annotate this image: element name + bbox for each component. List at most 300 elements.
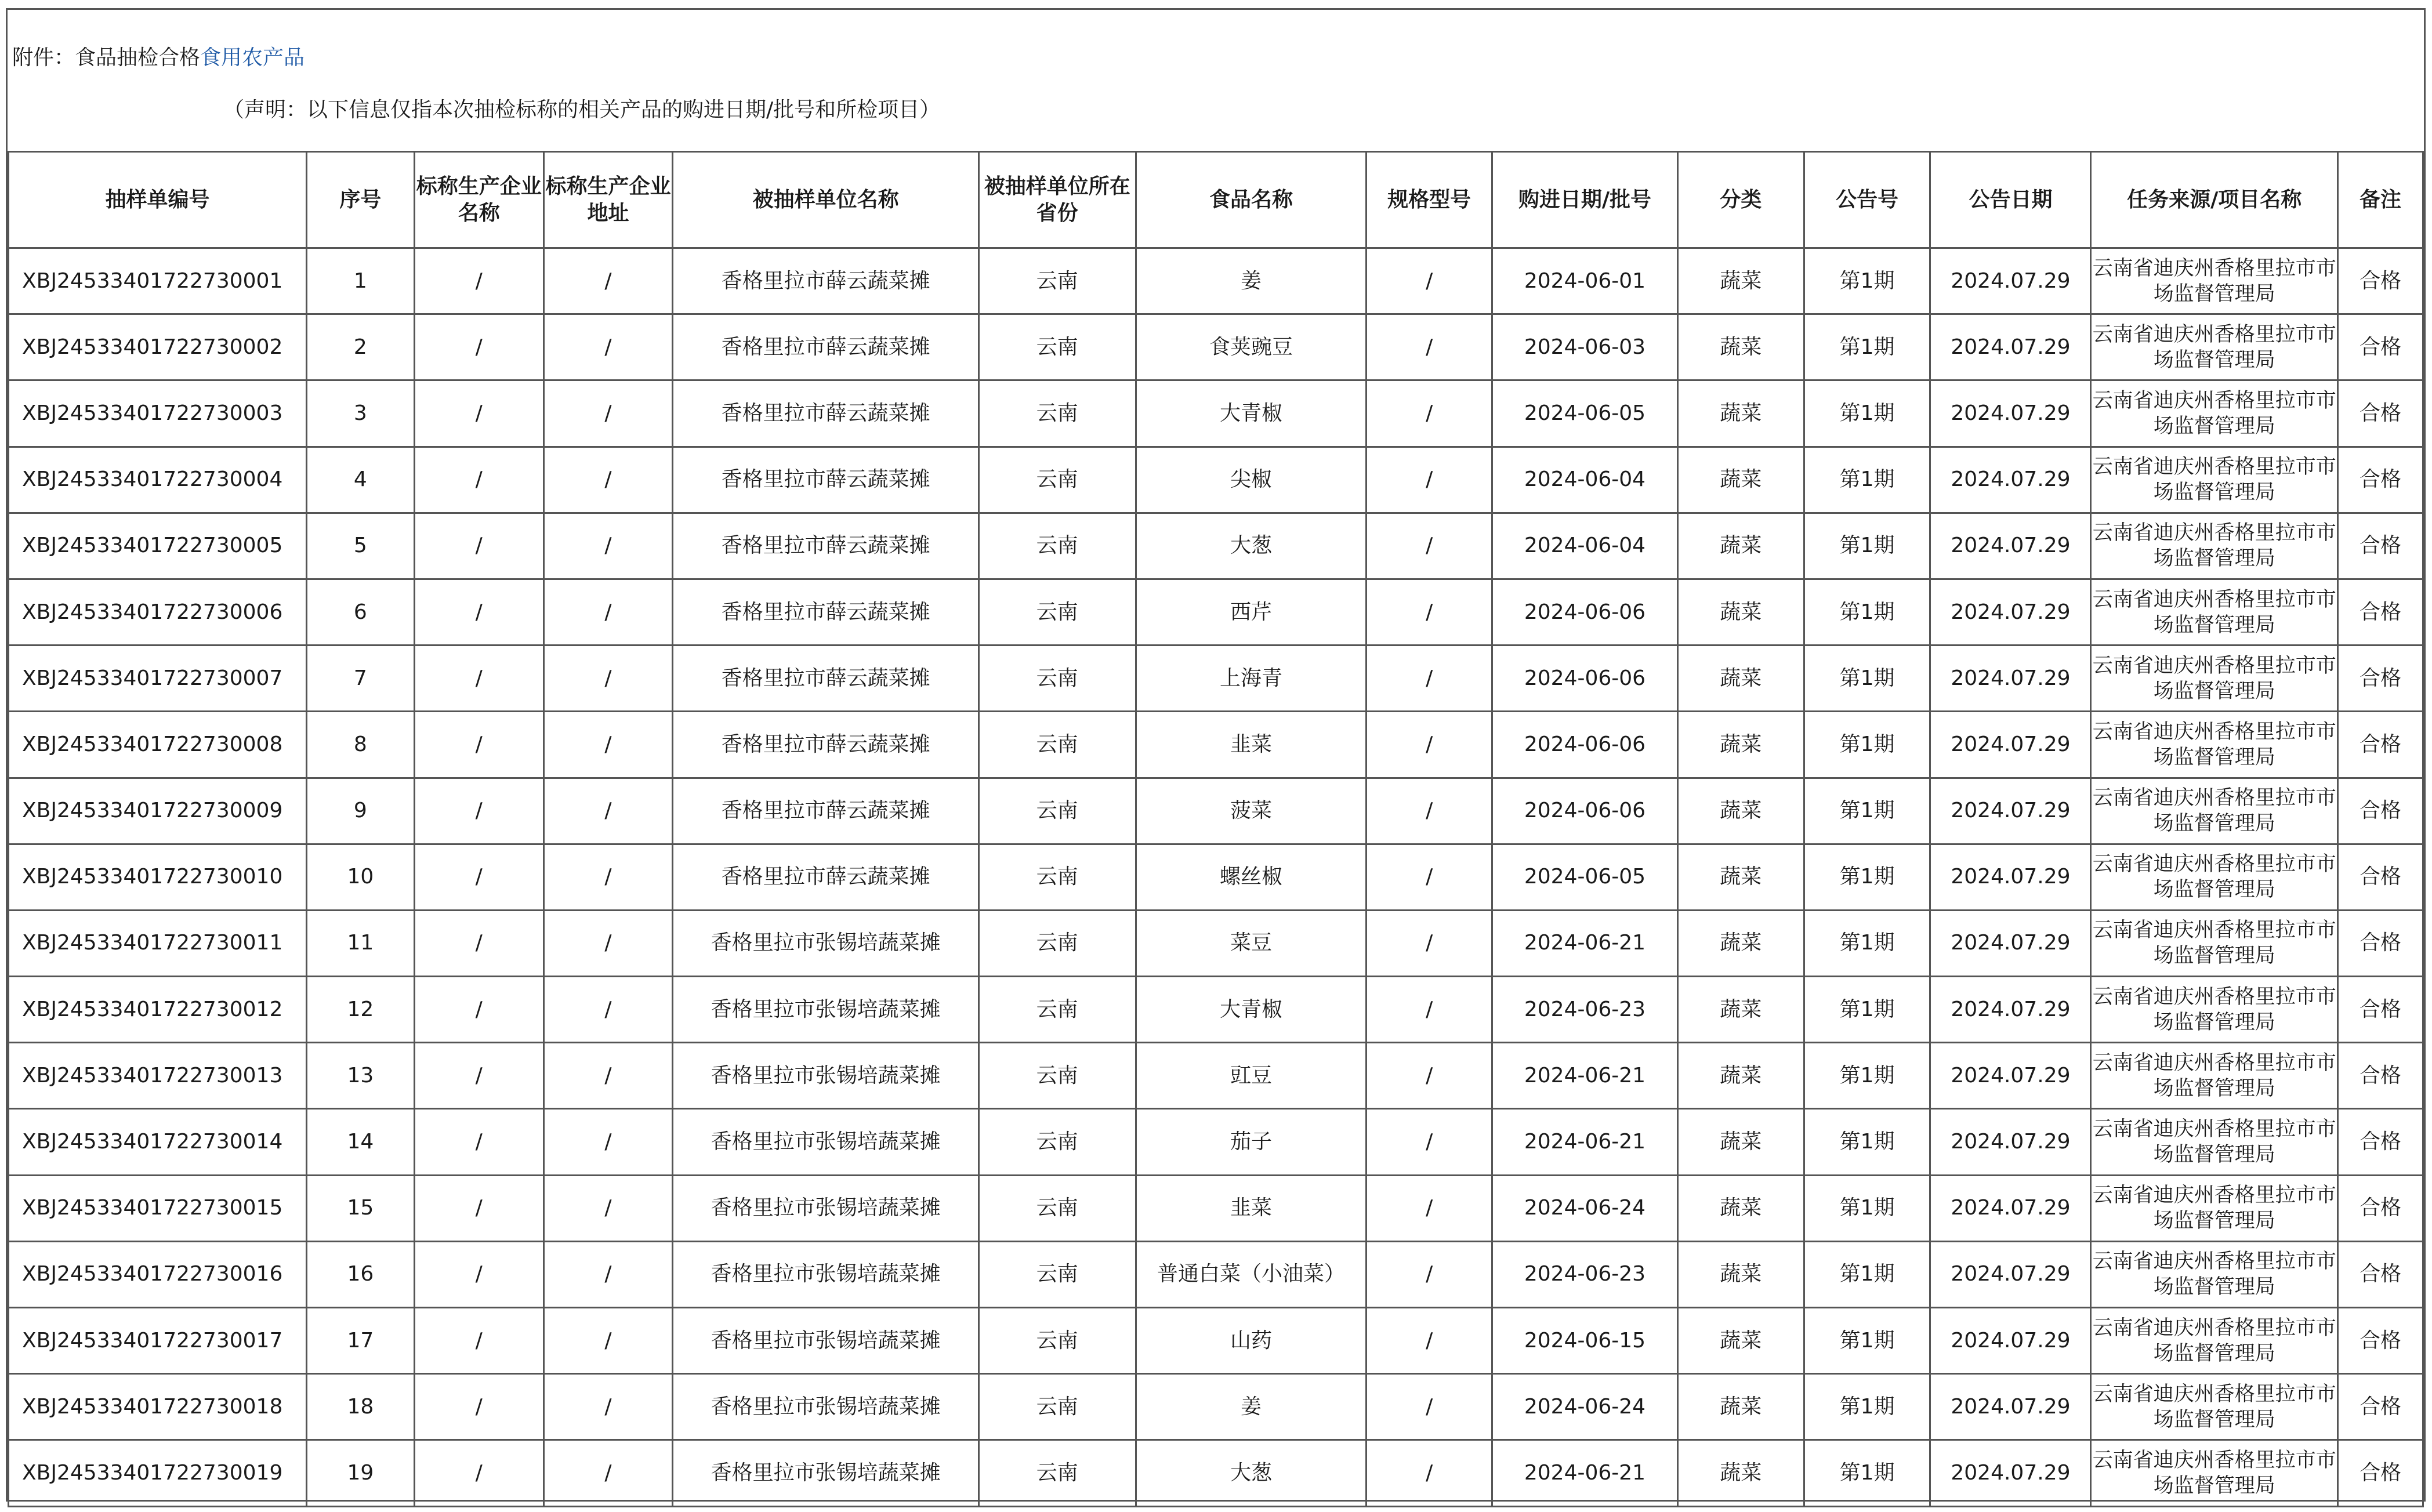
seq-cell: 4 (306, 447, 414, 513)
manufacturer-address-cell: / (543, 1043, 673, 1109)
food-name-cell: 大青椒 (1136, 380, 1367, 447)
purchase-date-cell: 2024-06-24 (1492, 1374, 1678, 1440)
table-body (9, 248, 2423, 1507)
notice-date-cell: 2024.07.29 (1930, 910, 2091, 976)
task-source-cell: 云南省迪庆州香格里拉市市场监督管理局 (2091, 1241, 2338, 1307)
manufacturer-name-cell: / (414, 910, 543, 976)
col-manufacturer-address: 标称生产企业地址 (543, 152, 673, 248)
purchase-date-cell: 2024-06-04 (1492, 513, 1678, 579)
task-source-cell: 云南省迪庆州香格里拉市市场监督管理局 (2091, 1440, 2338, 1506)
notice-no-cell: 第1期 (1804, 844, 1930, 910)
purchase-date-cell: 2024-06-05 (1492, 380, 1678, 447)
sampled-unit-cell: 香格里拉市张锡培蔬菜摊 (673, 1109, 978, 1175)
sample-id-cell: XBJ24533401722730001 (9, 248, 307, 314)
manufacturer-name-cell: / (414, 1043, 543, 1109)
manufacturer-name-cell: / (414, 1241, 543, 1307)
category-cell: 蔬菜 (1677, 910, 1804, 976)
seq-cell: 6 (306, 579, 414, 645)
purchase-date-cell: 2024-06-24 (1492, 1175, 1678, 1241)
manufacturer-address-cell: / (543, 1175, 673, 1241)
food-name-cell: 姜 (1136, 248, 1367, 314)
notice-date-cell: 2024.07.29 (1930, 1440, 2091, 1506)
province-cell: 云南 (978, 1109, 1136, 1175)
category-cell: 蔬菜 (1677, 712, 1804, 778)
col-task-source: 任务来源/项目名称 (2091, 152, 2338, 248)
purchase-date-cell: 2024-06-01 (1492, 248, 1678, 314)
spec-cell: / (1367, 513, 1492, 579)
manufacturer-name-cell: / (414, 579, 543, 645)
province-cell: 云南 (978, 778, 1136, 844)
spec-cell: / (1367, 844, 1492, 910)
sample-id-cell: XBJ24533401722730012 (9, 977, 307, 1043)
manufacturer-name-cell: / (414, 844, 543, 910)
notice-no-cell: 第1期 (1804, 1440, 1930, 1506)
spec-cell: / (1367, 646, 1492, 712)
remark-cell: 合格 (2338, 1109, 2423, 1175)
table-row (9, 1308, 2423, 1374)
col-seq: 序号 (306, 152, 414, 248)
manufacturer-address-cell: / (543, 844, 673, 910)
province-cell: 云南 (978, 1241, 1136, 1307)
food-name-cell: 螺丝椒 (1136, 844, 1367, 910)
sample-id-cell: XBJ24533401722730015 (9, 1175, 307, 1241)
province-cell: 云南 (978, 579, 1136, 645)
purchase-date-cell: 2024-06-03 (1492, 314, 1678, 380)
spec-cell: / (1367, 1308, 1492, 1374)
sampled-unit-cell: 香格里拉市薛云蔬菜摊 (673, 844, 978, 910)
notice-no-cell: 第1期 (1804, 1175, 1930, 1241)
category-cell: 蔬菜 (1677, 778, 1804, 844)
notice-date-cell: 2024.07.29 (1930, 1109, 2091, 1175)
notice-no-cell: 第1期 (1804, 1374, 1930, 1440)
seq-cell: 7 (306, 646, 414, 712)
sample-id-cell: XBJ24533401722730017 (9, 1308, 307, 1374)
category-cell: 蔬菜 (1677, 1175, 1804, 1241)
spec-cell: / (1367, 712, 1492, 778)
seq-cell: 11 (306, 910, 414, 976)
col-province: 被抽样单位所在省份 (978, 152, 1136, 248)
table-row (9, 380, 2423, 447)
manufacturer-name-cell: / (414, 447, 543, 513)
province-cell: 云南 (978, 646, 1136, 712)
table-row (9, 1175, 2423, 1241)
task-source-cell: 云南省迪庆州香格里拉市市场监督管理局 (2091, 778, 2338, 844)
sampled-unit-cell: 香格里拉市张锡培蔬菜摊 (673, 1241, 978, 1307)
category-cell: 蔬菜 (1677, 513, 1804, 579)
manufacturer-name-cell: / (414, 513, 543, 579)
remark-cell: 合格 (2338, 248, 2423, 314)
table-row (9, 1374, 2423, 1440)
notice-date-cell: 2024.07.29 (1930, 248, 2091, 314)
task-source-cell: 云南省迪庆州香格里拉市市场监督管理局 (2091, 712, 2338, 778)
sampled-unit-cell: 香格里拉市张锡培蔬菜摊 (673, 1440, 978, 1506)
food-name-cell: 山药 (1136, 1308, 1367, 1374)
table-row (9, 579, 2423, 645)
category-cell: 蔬菜 (1677, 646, 1804, 712)
remark-cell: 合格 (2338, 1043, 2423, 1109)
table-row (9, 248, 2423, 314)
spec-cell: / (1367, 977, 1492, 1043)
spec-cell: / (1367, 910, 1492, 976)
notice-date-cell: 2024.07.29 (1930, 447, 2091, 513)
sample-id-cell: XBJ24533401722730003 (9, 380, 307, 447)
remark-cell: 合格 (2338, 1308, 2423, 1374)
task-source-cell: 云南省迪庆州香格里拉市市场监督管理局 (2091, 1109, 2338, 1175)
sampled-unit-cell: 香格里拉市薛云蔬菜摊 (673, 646, 978, 712)
remark-cell: 合格 (2338, 1440, 2423, 1506)
province-cell: 云南 (978, 380, 1136, 447)
purchase-date-cell: 2024-06-06 (1492, 712, 1678, 778)
notice-no-cell: 第1期 (1804, 778, 1930, 844)
purchase-date-cell: 2024-06-21 (1492, 1043, 1678, 1109)
task-source-cell: 云南省迪庆州香格里拉市市场监督管理局 (2091, 1308, 2338, 1374)
category-cell: 蔬菜 (1677, 1241, 1804, 1307)
notice-date-cell: 2024.07.29 (1930, 513, 2091, 579)
manufacturer-name-cell: / (414, 1175, 543, 1241)
notice-date-cell: 2024.07.29 (1930, 1175, 2091, 1241)
notice-date-cell: 2024.07.29 (1930, 1308, 2091, 1374)
purchase-date-cell: 2024-06-06 (1492, 579, 1678, 645)
table-row (9, 513, 2423, 579)
food-name-cell: 大葱 (1136, 1440, 1367, 1506)
seq-cell: 17 (306, 1308, 414, 1374)
notice-no-cell: 第1期 (1804, 1109, 1930, 1175)
sample-id-cell: XBJ24533401722730008 (9, 712, 307, 778)
manufacturer-name-cell: / (414, 977, 543, 1043)
notice-no-cell: 第1期 (1804, 579, 1930, 645)
manufacturer-name-cell: / (414, 380, 543, 447)
task-source-cell: 云南省迪庆州香格里拉市市场监督管理局 (2091, 910, 2338, 976)
seq-cell: 1 (306, 248, 414, 314)
task-source-cell: 云南省迪庆州香格里拉市市场监督管理局 (2091, 380, 2338, 447)
sampled-unit-cell: 香格里拉市薛云蔬菜摊 (673, 380, 978, 447)
table-row (9, 844, 2423, 910)
remark-cell: 合格 (2338, 778, 2423, 844)
spec-cell: / (1367, 447, 1492, 513)
table-row (9, 1043, 2423, 1109)
manufacturer-name-cell: / (414, 1308, 543, 1374)
manufacturer-address-cell: / (543, 910, 673, 976)
sample-id-cell: XBJ24533401722730006 (9, 579, 307, 645)
notice-no-cell: 第1期 (1804, 314, 1930, 380)
sampled-unit-cell: 香格里拉市张锡培蔬菜摊 (673, 910, 978, 976)
table-row (9, 646, 2423, 712)
province-cell: 云南 (978, 977, 1136, 1043)
col-manufacturer-name: 标称生产企业名称 (414, 152, 543, 248)
task-source-cell: 云南省迪庆州香格里拉市市场监督管理局 (2091, 646, 2338, 712)
sample-id-cell: XBJ24533401722730016 (9, 1241, 307, 1307)
category-cell: 蔬菜 (1677, 447, 1804, 513)
sample-id-cell: XBJ24533401722730011 (9, 910, 307, 976)
purchase-date-cell: 2024-06-23 (1492, 977, 1678, 1043)
food-name-cell: 上海青 (1136, 646, 1367, 712)
purchase-date-cell: 2024-06-23 (1492, 1241, 1678, 1307)
category-cell: 蔬菜 (1677, 380, 1804, 447)
category-cell: 蔬菜 (1677, 1043, 1804, 1109)
spec-cell: / (1367, 1043, 1492, 1109)
sample-id-cell: XBJ24533401722730002 (9, 314, 307, 380)
manufacturer-address-cell: / (543, 579, 673, 645)
table-row (9, 910, 2423, 976)
document-frame (6, 8, 2426, 1502)
province-cell: 云南 (978, 248, 1136, 314)
sampled-unit-cell: 香格里拉市张锡培蔬菜摊 (673, 977, 978, 1043)
spec-cell: / (1367, 380, 1492, 447)
province-cell: 云南 (978, 910, 1136, 976)
purchase-date-cell: 2024-06-15 (1492, 1308, 1678, 1374)
seq-cell: 5 (306, 513, 414, 579)
spec-cell: / (1367, 1109, 1492, 1175)
sampled-unit-cell: 香格里拉市张锡培蔬菜摊 (673, 1308, 978, 1374)
table-row (9, 1109, 2423, 1175)
food-name-cell: 食荚豌豆 (1136, 314, 1367, 380)
seq-cell: 18 (306, 1374, 414, 1440)
sample-id-cell: XBJ24533401722730013 (9, 1043, 307, 1109)
manufacturer-name-cell: / (414, 1109, 543, 1175)
task-source-cell: 云南省迪庆州香格里拉市市场监督管理局 (2091, 1175, 2338, 1241)
notice-no-cell: 第1期 (1804, 910, 1930, 976)
category-cell: 蔬菜 (1677, 248, 1804, 314)
notice-no-cell: 第1期 (1804, 1308, 1930, 1374)
inspection-table (8, 151, 2424, 1507)
notice-date-cell: 2024.07.29 (1930, 380, 2091, 447)
seq-cell: 19 (306, 1440, 414, 1506)
seq-cell: 13 (306, 1043, 414, 1109)
seq-cell: 10 (306, 844, 414, 910)
manufacturer-address-cell: / (543, 712, 673, 778)
food-name-cell: 韭菜 (1136, 1175, 1367, 1241)
manufacturer-address-cell: / (543, 1374, 673, 1440)
province-cell: 云南 (978, 1440, 1136, 1506)
seq-cell: 14 (306, 1109, 414, 1175)
notice-date-cell: 2024.07.29 (1930, 1043, 2091, 1109)
task-source-cell: 云南省迪庆州香格里拉市市场监督管理局 (2091, 314, 2338, 380)
food-name-cell: 西芹 (1136, 579, 1367, 645)
col-sample-id: 抽样单编号 (9, 152, 307, 248)
table-row (9, 1440, 2423, 1506)
purchase-date-cell: 2024-06-04 (1492, 447, 1678, 513)
manufacturer-address-cell: / (543, 380, 673, 447)
attachment-link[interactable]: 食用农产品 (200, 46, 305, 70)
spec-cell: / (1367, 778, 1492, 844)
sampled-unit-cell: 香格里拉市张锡培蔬菜摊 (673, 1043, 978, 1109)
col-notice-no: 公告号 (1804, 152, 1930, 248)
spec-cell: / (1367, 314, 1492, 380)
task-source-cell: 云南省迪庆州香格里拉市市场监督管理局 (2091, 977, 2338, 1043)
category-cell: 蔬菜 (1677, 314, 1804, 380)
food-name-cell: 豇豆 (1136, 1043, 1367, 1109)
sampled-unit-cell: 香格里拉市薛云蔬菜摊 (673, 513, 978, 579)
province-cell: 云南 (978, 513, 1136, 579)
task-source-cell: 云南省迪庆州香格里拉市市场监督管理局 (2091, 579, 2338, 645)
sample-id-cell: XBJ24533401722730010 (9, 844, 307, 910)
purchase-date-cell: 2024-06-21 (1492, 910, 1678, 976)
spec-cell: / (1367, 248, 1492, 314)
manufacturer-address-cell: / (543, 248, 673, 314)
table-row (9, 778, 2423, 844)
sampled-unit-cell: 香格里拉市薛云蔬菜摊 (673, 579, 978, 645)
food-name-cell: 韭菜 (1136, 712, 1367, 778)
spec-cell: / (1367, 579, 1492, 645)
spec-cell: / (1367, 1241, 1492, 1307)
task-source-cell: 云南省迪庆州香格里拉市市场监督管理局 (2091, 1374, 2338, 1440)
remark-cell: 合格 (2338, 1241, 2423, 1307)
manufacturer-address-cell: / (543, 447, 673, 513)
sampled-unit-cell: 香格里拉市薛云蔬菜摊 (673, 447, 978, 513)
manufacturer-name-cell: / (414, 646, 543, 712)
spec-cell: / (1367, 1440, 1492, 1506)
notice-date-cell: 2024.07.29 (1930, 579, 2091, 645)
table-row (9, 712, 2423, 778)
sample-id-cell: XBJ24533401722730004 (9, 447, 307, 513)
food-name-cell: 普通白菜（小油菜） (1136, 1241, 1367, 1307)
attachment-title (12, 43, 305, 72)
food-name-cell: 大葱 (1136, 513, 1367, 579)
manufacturer-name-cell: / (414, 1440, 543, 1506)
task-source-cell: 云南省迪庆州香格里拉市市场监督管理局 (2091, 248, 2338, 314)
notice-date-cell: 2024.07.29 (1930, 1241, 2091, 1307)
remark-cell: 合格 (2338, 314, 2423, 380)
col-category: 分类 (1677, 152, 1804, 248)
sampled-unit-cell: 香格里拉市薛云蔬菜摊 (673, 248, 978, 314)
remark-cell: 合格 (2338, 844, 2423, 910)
purchase-date-cell: 2024-06-06 (1492, 646, 1678, 712)
seq-cell: 2 (306, 314, 414, 380)
manufacturer-name-cell: / (414, 248, 543, 314)
manufacturer-name-cell: / (414, 314, 543, 380)
notice-no-cell: 第1期 (1804, 712, 1930, 778)
sampled-unit-cell: 香格里拉市张锡培蔬菜摊 (673, 1175, 978, 1241)
remark-cell: 合格 (2338, 977, 2423, 1043)
manufacturer-address-cell: / (543, 513, 673, 579)
remark-cell: 合格 (2338, 513, 2423, 579)
notice-no-cell: 第1期 (1804, 248, 1930, 314)
manufacturer-address-cell: / (543, 1308, 673, 1374)
sample-id-cell: XBJ24533401722730009 (9, 778, 307, 844)
col-spec: 规格型号 (1367, 152, 1492, 248)
sampled-unit-cell: 香格里拉市张锡培蔬菜摊 (673, 1374, 978, 1440)
province-cell: 云南 (978, 1175, 1136, 1241)
province-cell: 云南 (978, 1308, 1136, 1374)
notice-no-cell: 第1期 (1804, 977, 1930, 1043)
food-name-cell: 茄子 (1136, 1109, 1367, 1175)
category-cell: 蔬菜 (1677, 1440, 1804, 1506)
notice-no-cell: 第1期 (1804, 1043, 1930, 1109)
col-notice-date: 公告日期 (1930, 152, 2091, 248)
category-cell: 蔬菜 (1677, 977, 1804, 1043)
sampled-unit-cell: 香格里拉市薛云蔬菜摊 (673, 778, 978, 844)
seq-cell: 3 (306, 380, 414, 447)
category-cell: 蔬菜 (1677, 844, 1804, 910)
col-remark: 备注 (2338, 152, 2423, 248)
table-row (9, 977, 2423, 1043)
food-name-cell: 大青椒 (1136, 977, 1367, 1043)
manufacturer-address-cell: / (543, 1440, 673, 1506)
notice-date-cell: 2024.07.29 (1930, 1374, 2091, 1440)
food-name-cell: 姜 (1136, 1374, 1367, 1440)
province-cell: 云南 (978, 1043, 1136, 1109)
purchase-date-cell: 2024-06-21 (1492, 1109, 1678, 1175)
sampled-unit-cell: 香格里拉市薛云蔬菜摊 (673, 314, 978, 380)
notice-date-cell: 2024.07.29 (1930, 712, 2091, 778)
table-header-row (9, 152, 2423, 248)
table-row (9, 314, 2423, 380)
spec-cell: / (1367, 1374, 1492, 1440)
food-name-cell: 菜豆 (1136, 910, 1367, 976)
notice-date-cell: 2024.07.29 (1930, 646, 2091, 712)
table-row (9, 1241, 2423, 1307)
manufacturer-address-cell: / (543, 1241, 673, 1307)
task-source-cell: 云南省迪庆州香格里拉市市场监督管理局 (2091, 513, 2338, 579)
category-cell: 蔬菜 (1677, 579, 1804, 645)
manufacturer-address-cell: / (543, 1109, 673, 1175)
sample-id-cell: XBJ24533401722730019 (9, 1440, 307, 1506)
province-cell: 云南 (978, 1374, 1136, 1440)
statement-note: （声明：以下信息仅指本次抽检标称的相关产品的购进日期/批号和所检项目） (223, 98, 941, 122)
purchase-date-cell: 2024-06-06 (1492, 778, 1678, 844)
notice-no-cell: 第1期 (1804, 447, 1930, 513)
seq-cell: 8 (306, 712, 414, 778)
col-sampled-unit: 被抽样单位名称 (673, 152, 978, 248)
notice-date-cell: 2024.07.29 (1930, 977, 2091, 1043)
notice-no-cell: 第1期 (1804, 380, 1930, 447)
remark-cell: 合格 (2338, 447, 2423, 513)
remark-cell: 合格 (2338, 712, 2423, 778)
manufacturer-address-cell: / (543, 314, 673, 380)
seq-cell: 9 (306, 778, 414, 844)
task-source-cell: 云南省迪庆州香格里拉市市场监督管理局 (2091, 447, 2338, 513)
sample-id-cell: XBJ24533401722730018 (9, 1374, 307, 1440)
remark-cell: 合格 (2338, 910, 2423, 976)
province-cell: 云南 (978, 447, 1136, 513)
purchase-date-cell: 2024-06-21 (1492, 1440, 1678, 1506)
document-header (8, 10, 2424, 153)
remark-cell: 合格 (2338, 1374, 2423, 1440)
notice-no-cell: 第1期 (1804, 513, 1930, 579)
manufacturer-address-cell: / (543, 646, 673, 712)
province-cell: 云南 (978, 712, 1136, 778)
food-name-cell: 菠菜 (1136, 778, 1367, 844)
manufacturer-address-cell: / (543, 977, 673, 1043)
category-cell: 蔬菜 (1677, 1109, 1804, 1175)
seq-cell: 15 (306, 1175, 414, 1241)
sample-id-cell: XBJ24533401722730014 (9, 1109, 307, 1175)
category-cell: 蔬菜 (1677, 1308, 1804, 1374)
remark-cell: 合格 (2338, 1175, 2423, 1241)
manufacturer-name-cell: / (414, 778, 543, 844)
sampled-unit-cell: 香格里拉市薛云蔬菜摊 (673, 712, 978, 778)
notice-date-cell: 2024.07.29 (1930, 844, 2091, 910)
table-row (9, 447, 2423, 513)
remark-cell: 合格 (2338, 579, 2423, 645)
seq-cell: 12 (306, 977, 414, 1043)
notice-no-cell: 第1期 (1804, 646, 1930, 712)
category-cell: 蔬菜 (1677, 1374, 1804, 1440)
sample-id-cell: XBJ24533401722730007 (9, 646, 307, 712)
spec-cell: / (1367, 1175, 1492, 1241)
manufacturer-address-cell: / (543, 778, 673, 844)
col-food-name: 食品名称 (1136, 152, 1367, 248)
notice-no-cell: 第1期 (1804, 1241, 1930, 1307)
notice-date-cell: 2024.07.29 (1930, 314, 2091, 380)
notice-date-cell: 2024.07.29 (1930, 778, 2091, 844)
attachment-prefix: 附件：食品抽检合格 (12, 46, 201, 70)
seq-cell: 16 (306, 1241, 414, 1307)
task-source-cell: 云南省迪庆州香格里拉市市场监督管理局 (2091, 1043, 2338, 1109)
province-cell: 云南 (978, 314, 1136, 380)
manufacturer-name-cell: / (414, 712, 543, 778)
task-source-cell: 云南省迪庆州香格里拉市市场监督管理局 (2091, 844, 2338, 910)
